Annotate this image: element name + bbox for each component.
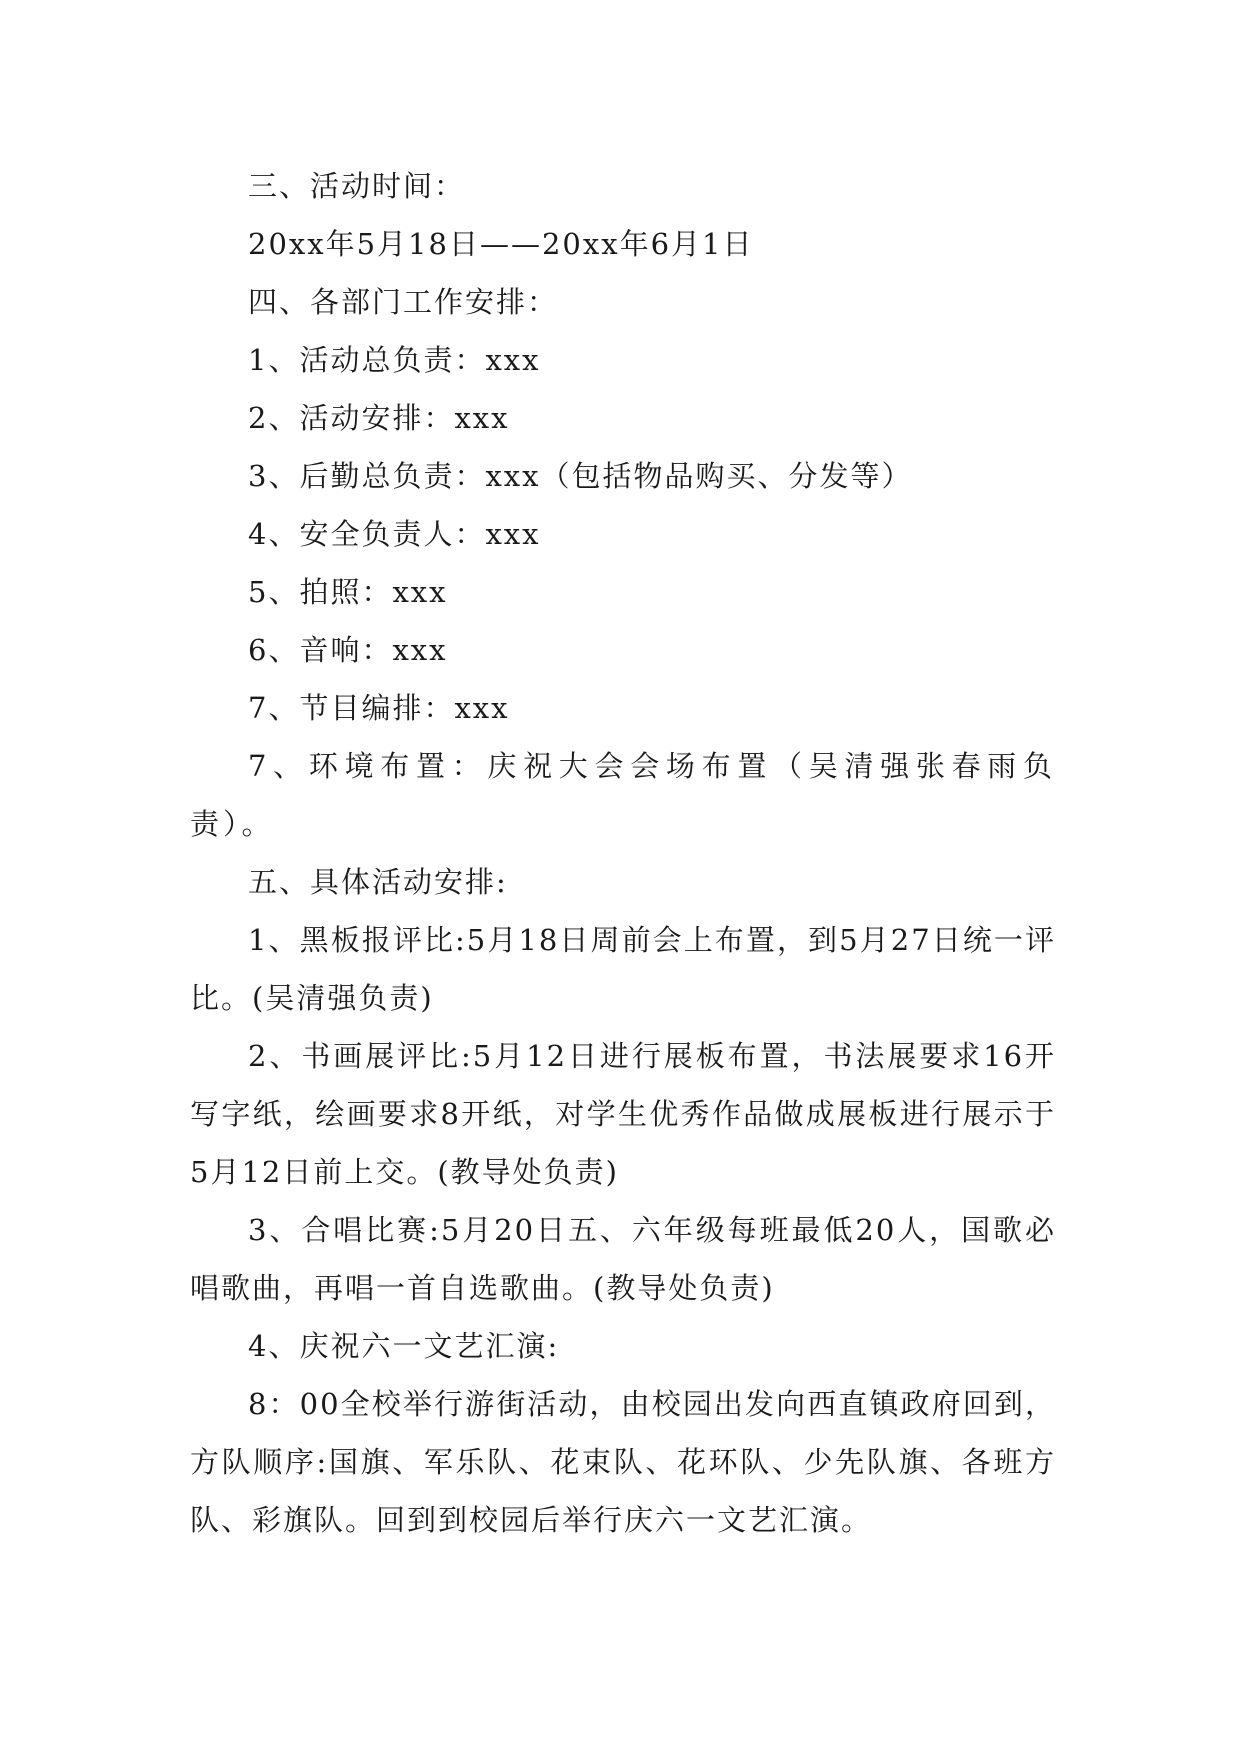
arrangement-item-general-lead: 1、活动总负责：xxx	[248, 343, 541, 377]
document-body	[190, 157, 1056, 1549]
section-heading-specific-activities: 五、具体活动安排:	[248, 865, 508, 899]
arrangement-item-audio: 6、音响：xxx	[248, 633, 448, 667]
activity-item-blackboard: 1、黑板报评比:5月18日周前会上布置，到5月27日统一评比。(吴清强负责)	[190, 923, 1056, 1015]
arrangement-item-photography: 5、拍照：xxx	[248, 575, 448, 609]
arrangement-item-logistics: 3、后勤总负责：xxx（包括物品购买、分发等）	[248, 459, 913, 493]
arrangement-item-activity-arrangement: 2、活动安排：xxx	[248, 401, 510, 435]
arrangement-item-safety: 4、安全负责人：xxx	[248, 517, 541, 551]
activity-item-performance: 4、庆祝六一文艺汇演:	[248, 1329, 560, 1363]
activity-item-calligraphy-painting: 2、书画展评比:5月12日进行展板布置，书法展要求16开写字纸，绘画要求8开纸，对学生优秀作品做成展板进行展示于5月12日前上交。(教导处负责)	[190, 1039, 1056, 1189]
activity-item-parade: 8：00全校举行游街活动，由校园出发向西直镇政府回到，方队顺序:国旗、军乐队、花束队、花环队、少先队旗、各班方队、彩旗队。回到到校园后举行庆六一文艺汇演。	[190, 1387, 1056, 1537]
activity-item-choir: 3、合唱比赛:5月20日五、六年级每班最低20人，国歌必唱歌曲，再唱一首自选歌曲。(教导处负责)	[190, 1213, 1056, 1305]
arrangement-item-environment: 7、环境布置：庆祝大会会场布置（吴清强张春雨负责）。	[190, 749, 1056, 841]
arrangement-item-program: 7、节目编排：xxx	[248, 691, 510, 725]
section-heading-department-arrangement: 四、各部门工作安排：	[248, 285, 559, 319]
activity-date-range: 20xx年5月18日——20xx年6月1日	[248, 227, 754, 261]
section-heading-activity-time: 三、活动时间：	[248, 169, 466, 203]
